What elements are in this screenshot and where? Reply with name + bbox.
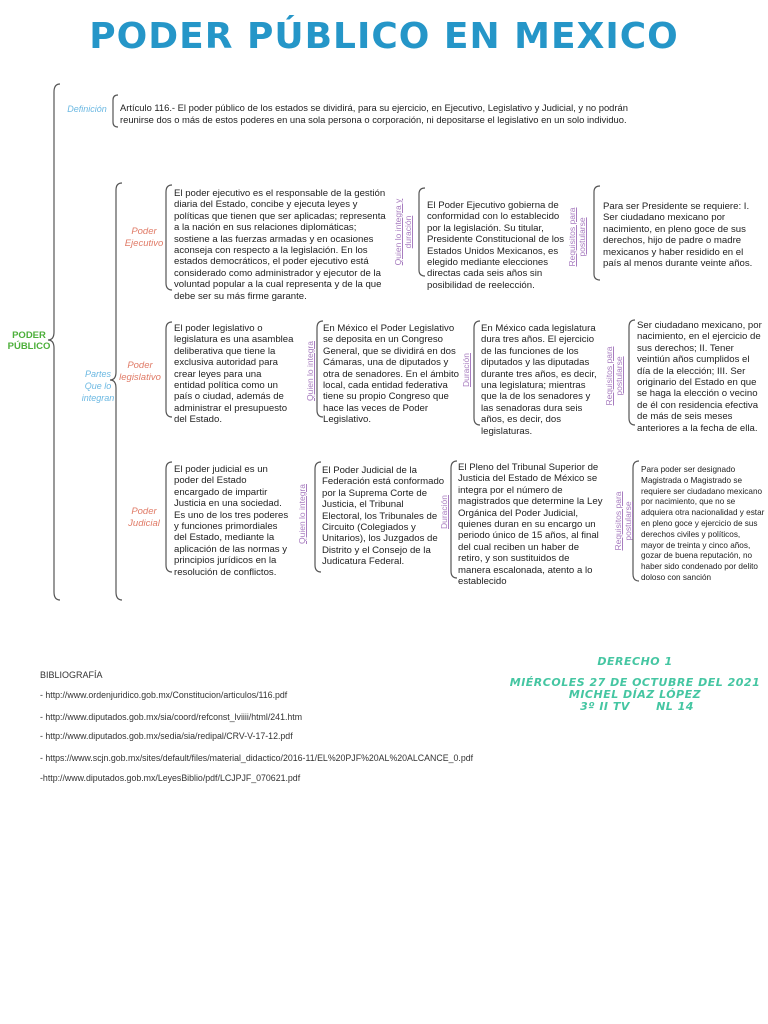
definition-text: Artículo 116.- El poder público de los estados se dividirá, para su ejercicio, en Ejecutivo, Legislativo y Judicial, y no podrán reunirse dos o más de estos poderes en una sola persona o corporación, ni depositarse el legislativo en un solo individuo. [120,102,628,125]
bibliography-item[interactable]: -http://www.diputados.gob.mx/LeyesBiblio/pdf/LCJPJF_070621.pdf [40,773,301,783]
legislativo-sub1-label: Quien lo integra [305,341,315,402]
judicial-sub1-label: Quien lo integra [297,484,307,545]
bibliography-item[interactable]: - http://www.diputados.gob.mx/sedia/sia/redipal/CRV-V-17-12.pdf [40,731,293,741]
ejecutivo-sub-bracket [419,188,425,276]
judicial-req-bracket [633,461,639,581]
judicial-sub1-bracket [315,462,321,572]
legislativo-description: El poder legislativo o legislatura es una asamblea deliberativa que tiene la exclusiva autoridad para crear leyes para una entidad política como un país o ciudad, además de administrar el presupuesto del Estado. [174,323,294,426]
legislativo-bracket [166,322,172,417]
ejecutivo-req-text: Para ser Presidente se requiere: I. Ser ciudadano mexicano por nacimiento, en pleno goce de sus derechos, hijo de padre o madre mexicanos y haber residido en el país al menos durante veinte años. [603,201,753,270]
root-label: PODER PÚBLICO [7,330,51,352]
definition-bracket [113,95,118,127]
legislativo-sub1-text: En México el Poder Legislativo se deposita en un Congreso General, que se dividirá en dos Cámaras, una de diputados y otra de senadores. En el ámbito local, cada entidad federativa tiene su propio Congreso que hace las veces de Poder Legislativo. [323,323,459,426]
legislativo-sub2-bracket [474,321,480,425]
bibliography-title: BIBLIOGRAFÍA [40,670,103,680]
judicial-sub2-bracket [451,461,457,578]
legislativo-sub2-text: En México cada legislatura dura tres años. El ejercicio de las funciones de los diputados y las diputadas durante tres años, es decir, una legislatura; mientras que la de los senadores y las senadoras dura seis años, es decir, dos legislaturas. [481,323,597,437]
legislativo-req-text: Ser ciudadano mexicano, por nacimiento, en el ejercicio de sus derechos; II. Tener veintiún años cumplidos el día de la elección; III. Ser originario del Estado en que se haga la elección o vecino de él con residencia efectiva de más de seis meses anteriores a la fecha de ella. [637,320,762,434]
ejecutivo-req-bracket [594,186,600,280]
definition-label: Definición [67,104,107,114]
legislativo-label: Poder legislativo [119,360,161,383]
bibliography-item[interactable]: - http://www.ordenjuridico.gob.mx/Constitucion/articulos/116.pdf [40,690,288,700]
ejecutivo-label: Poder Ejecutivo [124,226,164,249]
date-text: MIÉRCOLES 27 DE OCTUBRE DEL 2021 [509,676,761,689]
page-title: PODER PÚBLICO EN MEXICO [89,16,679,57]
bibliography-item[interactable]: - http://www.diputados.gob.mx/sia/coord/refconst_lviiii/html/241.htm [40,712,303,722]
legislativo-req-label: Requisitos para postularse [604,346,624,406]
list-number: NL 14 [656,700,694,713]
judicial-sub1-text: El Poder Judicial de la Federación está conformado por la Suprema Corte de Justicia, el Tribunal Electoral, los Tribunales de Circuito (Colegiados y Unitarios), los Juzgados de Distrito y el Consejo de la Judicatura Federal. [322,465,445,568]
bibliography-item[interactable]: - https://www.scjn.gob.mx/sites/default/files/material_didactico/2016-11/EL%20PJF%20AL%20ALCANCE_0.pdf [40,753,474,763]
ejecutivo-req-label: Requisitos para postularse [567,207,587,267]
student-name: MICHEL DÍAZ LÓPEZ [568,688,702,701]
judicial-description: El poder judicial es un poder del Estado encargado de impartir Justicia en una sociedad. Es uno de los tres poderes y funciones primordiales del Estado, mediante la aplicación de las normas y principios jurídicos en la resolución de conflictos. [174,464,289,578]
ejecutivo-sub1-text: El Poder Ejecutivo gobierna de conformidad con lo establecido por la legislación. Su titular, Presidente Constitucional de los Estados Unidos Mexicanos, es elegido mediante elecciones directas cada seis años sin posibilidad de reelección. [427,200,565,291]
ejecutivo-sub1-label: Quien lo integra y duración [393,198,413,266]
parts-label: Partes Que lo integran [81,369,115,403]
judicial-sub2-label: Duración [439,494,449,530]
course-name: DERECHO 1 [597,655,673,668]
judicial-req-label: Requisitos para postularse [613,491,633,551]
judicial-req-text: Para poder ser designado Magistrada o Magistrado se requiere ser ciudadano mexicano por nacimiento, que no se adquiera otra nacionalidad y estar en pleno goce y ejercicio de sus derechos civiles y políticos, mayor de treinta y cinco años, gozar de buena reputación, no haber sido condenado por delito doloso con sanción [641,465,765,582]
ejecutivo-description: El poder ejecutivo es el responsable de la gestión diaria del Estado, concibe y ejecuta leyes y políticas que tienen que ser aplicadas; representa a la nación en sus relaciones diplomáticas; sostiene a las fuerzas armadas y en ocasiones aconseja con respecto a la legislación. En los estados democráticos, el poder ejecutivo está considerado como administrador y ejecutor de la voluntad popular a la cual representa y de la que debe ser su más firme garante. [174,188,386,302]
legislativo-req-bracket [629,320,635,425]
legislativo-sub2-label: Duración [461,352,471,388]
judicial-label: Poder Judicial [128,506,160,529]
group-text: 3º II TV [580,700,630,713]
judicial-sub2-text: El Pleno del Tribunal Superior de Justicia del Estado de México se integra por el número de magistrados que determine la Ley Orgánica del Poder Judicial, quienes duran en su encargo un periodo único de 15 años, al final del cual reciben un haber de retiro, y son sustituidos de manera escalonada, atento a lo establecido [458,462,603,588]
